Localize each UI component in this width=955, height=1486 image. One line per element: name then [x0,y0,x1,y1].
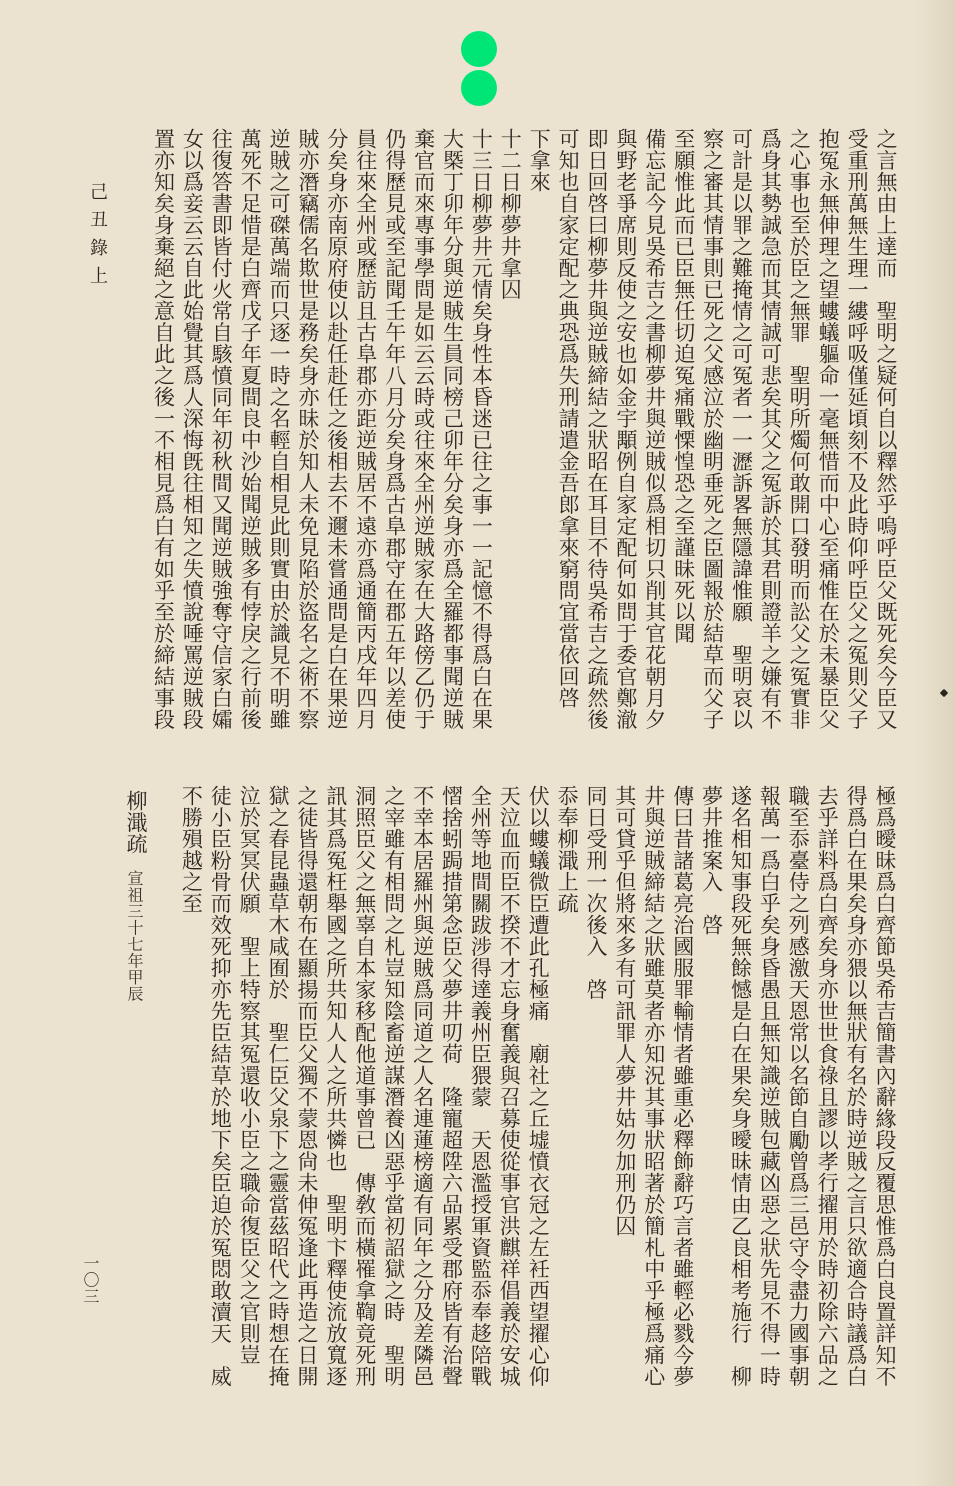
memorial-title: 柳濈疏 [124,790,148,855]
upper-text-column: 往復答書即皆付火常自駭憤同年初秋間又聞逆賊強奪守信家白孀 [209,128,234,730]
upper-text-column: 抱冤永無伸理之望螻蟻軀命一毫無惜而中心至痛惟在於未暴臣父 [816,128,841,730]
lower-text-column: 泣於冥冥伏願 聖上特察其冤還收小臣之職命復臣父之官則豈 [237,785,262,1366]
upper-text-column: 萬死不足惜是白齊戊子年夏間良中沙始聞逆賊多有悖戾之行前後 [238,128,263,730]
lower-text-column: 徒小臣粉骨而效死抑亦先臣結草於地下矣臣迫於冤悶敢瀆天 威 [208,785,233,1387]
upper-text-column: 受重刑萬無生理一縷呼吸僅延頃刻不及此時仰呼臣父之冤則父子 [845,128,870,730]
lower-text-column: 得爲白在果矣身亦猥以無狀有名於時逆賊之言只欲適合時議爲白 [844,785,869,1387]
memorial-date: 宣祖三十七年甲辰 [125,870,144,1002]
lower-text-column: 天泣血而臣不揆不才忘身奮義與召募使從事官洪麒祥倡義於安城 [497,785,522,1387]
lower-text-column: 其可貸乎但將來多有可訊罪人夢井姑勿加刑仍囚 [612,785,637,1237]
lower-text-column: 同日受刑一次後入 啓 [584,785,608,1000]
upper-text-column: 至願惟此而已臣無任切迫冤痛戰慄惶恐之至謹昧死以聞 [671,128,696,644]
lower-text-column: 遂名相知事段死無餘憾是白在果矣身曖昧情由乙良相考施行 柳 [728,785,753,1387]
lower-text-column: 井與逆賊締結之狀雖莫者亦知況其事狀昭著於簡札中乎極爲痛心 [641,785,666,1387]
upper-text-column: 十三日柳夢井元情矣身性本昏迷已往之事一一記憶不得爲白在果 [469,128,494,730]
lower-text-column: 報萬一爲白乎矣身昏愚且無知識逆賊包藏凶惡之狀先見不得一時 [757,785,782,1387]
lower-text-column: 洞照臣父之無辜自本家移配他道事曾已 傳敎而橫罹拿鞫竟死刑 [352,785,377,1387]
lower-text-column: 傳曰昔諸葛亮治國服罪輸情者雖重必釋飾辭巧言者雖輕必戮今夢 [670,785,695,1387]
upper-text-column: 仍得歷見或至記聞壬午年八月分矣身爲古阜郡守在郡五年以差使 [382,128,407,730]
lower-text-column: 全州等地間關跋涉得達義州臣猥蒙 天恩濫授軍資監忝奉趍陪戰 [468,785,493,1387]
upper-text-column: 之言無由上達而 聖明之疑何自以釋然乎嗚呼臣父既死矣今臣又 [874,128,898,730]
lower-text-column: 不勝殞越之至 [179,785,204,914]
page-edge-shadow [915,0,955,1486]
upper-text-column: 賊亦潛竊儒名欺世是務矣身亦昧於知人未免見陷於盜名之術不察 [296,128,320,730]
lower-text-column: 忝奉柳濈上疏 [555,785,580,914]
lower-text-column: 慴捨蚓跼措第念臣父夢井叨荷 隆寵超陞六品累受郡府皆有治聲 [439,785,464,1387]
upper-text-column: 可知也自家定配之典恐爲失刑請遣金吾郎拿來窮問宜當依回啓 [556,128,581,709]
lower-text-column: 之徒皆得還朝布在顯揚而臣父獨不蒙恩尙未伸冤逢此再造之日開 [295,785,319,1387]
upper-text-column: 置亦知矣身棄絕之意自此之後一不相見爲白有如乎至於締結事段 [151,128,176,730]
upper-text-column: 大槩丁卯年分與逆賊生員同榜己卯年分矣身亦爲全羅都事聞逆賊 [440,128,465,730]
lower-text-column: 職至忝臺侍之列感激天恩常以名節自勵曾爲三邑守令盡力國事朝 [786,785,811,1387]
lower-text-column: 訊其爲冤枉舉國之所共知人人之所共憐也 聖明卞釋使流放寬逐 [323,785,348,1387]
upper-text-column: 與野老爭席則反使之安也如金宇顒例自家定配何如問于委官鄭澈 [613,128,638,730]
upper-text-column: 之心事也至於臣之無罪 聖明所燭何敢開口發明而訟父之冤實非 [787,128,812,730]
upper-text-column: 下拿來 [527,128,552,193]
upper-text-column: 備忘記今見吳希吉之書柳夢井與逆賊似爲相切只削其官花朝月夕 [642,128,667,730]
upper-text-column: 十二日柳夢井拿囚 [498,128,523,300]
upper-text-column: 可計是以罪之難掩情之可冤者一一瀝訴畧無隱諱惟願 聖明哀以 [729,128,754,730]
lower-text-column: 去乎詳料爲白齊矣身亦世世食祿且謬以孝行擢用於時初除六品之 [815,785,840,1387]
running-header: 己丑錄上 [87,182,108,294]
upper-text-column: 分矣身亦南原府使以赴任赴任之後相去不邇未嘗通問是白在果逆 [324,128,349,730]
upper-text-column: 逆賊之可磔萬端而只逐一時之名輕自相見此則實由於識見不明雖 [267,128,292,730]
lower-text-column: 獄之春昆蟲草木咸囿於 聖仁臣父泉下之靈當茲昭代之時想在掩 [266,785,291,1387]
lower-text-column: 伏以螻蟻微臣遭此孔極痛 廟社之丘墟憤衣冠之左衽西望擢心仰 [526,785,551,1387]
lower-text-column: 不幸本居羅州與逆賊爲同道之人名連蓮榜適有同年之分及差隣邑 [410,785,435,1387]
lower-text-column: 夢井推案入 啓 [699,785,724,936]
upper-text-column: 爲身其勢誠急而其情誠可悲矣其父之冤訴於其君則證羊之嫌有不 [758,128,783,730]
upper-text-column: 員往來全州或歷訪且古阜郡亦距逆賊居不遠亦爲通簡丙戌年四月 [353,128,378,730]
upper-text-column: 女以爲妾云云自此始覺其爲人深悔旣往相知之失憤說唾罵逆賊段 [180,128,205,730]
lower-text-column: 極爲曖昧爲白齊節吳希吉簡書內辭緣段反覆思惟爲白良置詳知不 [873,785,897,1387]
lower-text-column: 之宰雖有相問之札豈知陰畜逆謀潛養凶惡乎當初詔獄之時 聖明 [381,785,406,1387]
upper-text-column: 即日回啓曰柳夢井與逆賊締結之狀昭在耳目不待吳希吉之疏然後 [585,128,609,730]
green-marker-dot-top [461,31,497,67]
upper-text-column: 棄官而來專事學問是如云云時或往來全州逆賊家在大路傍乙仍于 [411,128,436,730]
green-marker-dot-bottom [461,70,497,106]
page-number: 一〇三 [81,1255,100,1305]
upper-text-column: 察之審其情事則已死之父感泣於幽明垂死之臣圖報於結草而父子 [700,128,725,730]
